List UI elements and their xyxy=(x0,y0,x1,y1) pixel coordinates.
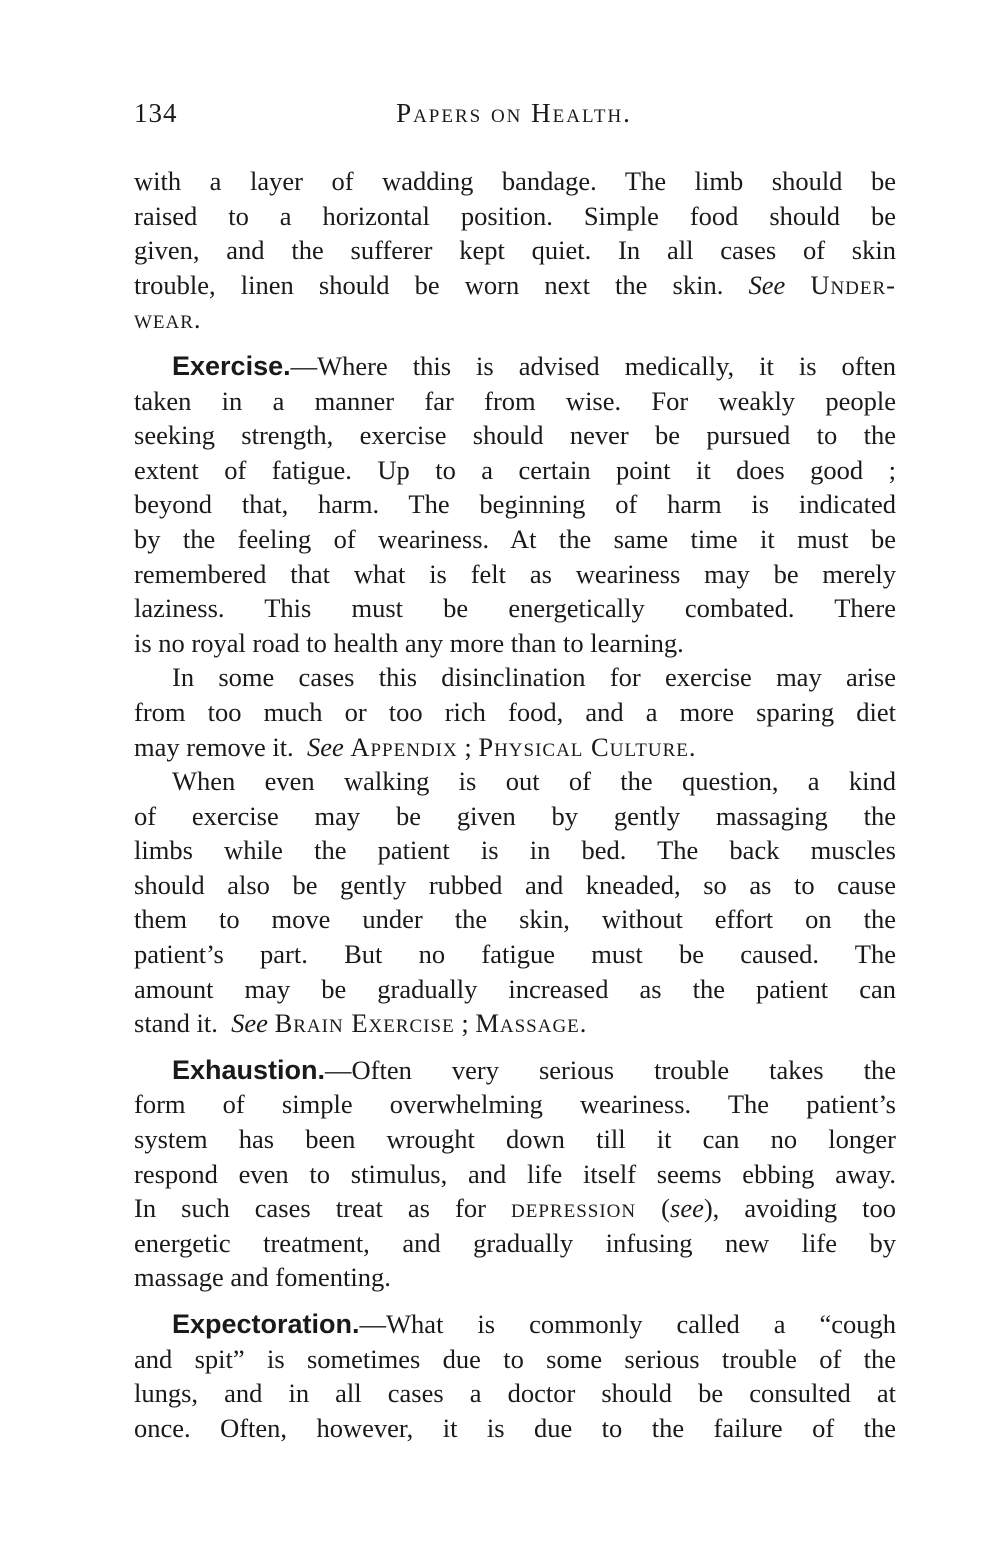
text-line: When even walking is out of the question, a kind xyxy=(172,766,896,797)
text-segment: stand it. xyxy=(134,1008,218,1039)
text-line xyxy=(134,349,896,384)
see-reference: See xyxy=(748,269,786,300)
running-title: Papers on Health. xyxy=(396,98,632,128)
text-line: extent of fatigue. Up to a certain point it does good ; xyxy=(134,454,896,485)
cross-reference: depression xyxy=(511,1193,637,1224)
paren-open: ( xyxy=(661,1193,670,1224)
text-line: patient’s part. But no fatigue must be caused. The xyxy=(134,939,896,970)
see-reference: See xyxy=(306,731,344,762)
text-line: is no royal road to health any more than to learning. xyxy=(134,627,684,658)
see-reference: See xyxy=(231,1008,268,1039)
text-segment: may remove it. xyxy=(134,731,294,762)
text-line: laziness. This must be energetically combated. There xyxy=(134,593,896,624)
text-line: with a layer of wadding bandage. The limb should be xyxy=(134,166,896,196)
text-line: them to move under the skin, without effort on the xyxy=(134,904,896,935)
text-line: by the feeling of weariness. At the same time it must be xyxy=(134,523,896,554)
text-line: of exercise may be given by gently massaging the xyxy=(134,800,896,831)
running-head xyxy=(134,98,894,138)
text-line: once. Often, however, it is due to the failure of the xyxy=(134,1412,896,1443)
text-line: limbs while the patient is in bed. The back muscles xyxy=(134,835,896,866)
text-line: lungs, and in all cases a doctor should be consulted at xyxy=(134,1378,896,1409)
text-line: should also be gently rubbed and kneaded, so as to cause xyxy=(134,869,896,900)
entry-heading-exercise: Exercise. xyxy=(172,350,291,381)
cross-reference: Brain Exercise xyxy=(274,1008,455,1039)
text-segment: —What is commonly called a “cough xyxy=(359,1309,896,1339)
cross-reference: Appendix xyxy=(350,731,458,762)
text-line: seeking strength, exercise should never be pursued to the xyxy=(134,420,896,451)
text-segment xyxy=(661,1193,896,1223)
separator: ; xyxy=(464,731,472,762)
text-line: given, and the sufferer kept quiet. In all cases of skin xyxy=(134,235,896,266)
text-line: and spit” is sometimes due to some serious trouble of the xyxy=(134,1343,896,1374)
entry-heading-exhaustion: Exhaustion. xyxy=(172,1054,326,1085)
text-line xyxy=(134,1307,896,1342)
separator: ; xyxy=(461,1008,469,1039)
text-line: In some cases this disinclination for exercise may arise xyxy=(172,662,896,693)
text-segment: —Where this is advised medically, it is often xyxy=(290,350,896,381)
cross-reference: Massage. xyxy=(475,1008,588,1039)
text-line xyxy=(134,1191,896,1226)
text-line xyxy=(134,730,896,765)
text-line: remembered that what is felt as weariness may be merely xyxy=(134,558,896,589)
text-segment: —Often very serious trouble takes the xyxy=(325,1054,896,1085)
text-line: massage and fomenting. xyxy=(134,1262,391,1293)
text-line: taken in a manner far from wise. For weakly people xyxy=(134,385,896,416)
text-line: form of simple overwhelming weariness. The patient’s xyxy=(134,1089,896,1120)
see-reference: see xyxy=(670,1193,704,1224)
cross-reference: Under- xyxy=(810,269,897,300)
text-line: system has been wrought down till it can no longer xyxy=(134,1124,896,1155)
body-text xyxy=(134,164,896,1445)
text-line: from too much or too rich food, and a more sparing diet xyxy=(134,696,896,727)
text-segment: trouble, linen should be worn next the skin. xyxy=(134,269,724,300)
text-segment: In such cases treat as for xyxy=(134,1193,486,1224)
text-segment: ), avoiding too xyxy=(703,1193,897,1224)
text-line: beyond that, harm. The beginning of harm is indicated xyxy=(134,489,896,520)
text-line xyxy=(134,302,896,337)
text-line: raised to a horizontal position. Simple food should be xyxy=(134,200,896,231)
text-line xyxy=(134,1053,896,1088)
text-line: amount may be gradually increased as the patient can xyxy=(134,973,896,1004)
entry-heading-expectoration: Expectoration. xyxy=(172,1309,360,1339)
text-line: energetic treatment, and gradually infusing new life by xyxy=(134,1227,896,1258)
cross-reference: wear. xyxy=(134,304,202,335)
text-line xyxy=(134,268,896,303)
page-number: 134 xyxy=(134,98,178,128)
text-line xyxy=(134,1006,896,1041)
cross-reference: Physical Culture. xyxy=(478,731,697,762)
text-line: respond even to stimulus, and life itself seems ebbing away. xyxy=(134,1158,896,1189)
